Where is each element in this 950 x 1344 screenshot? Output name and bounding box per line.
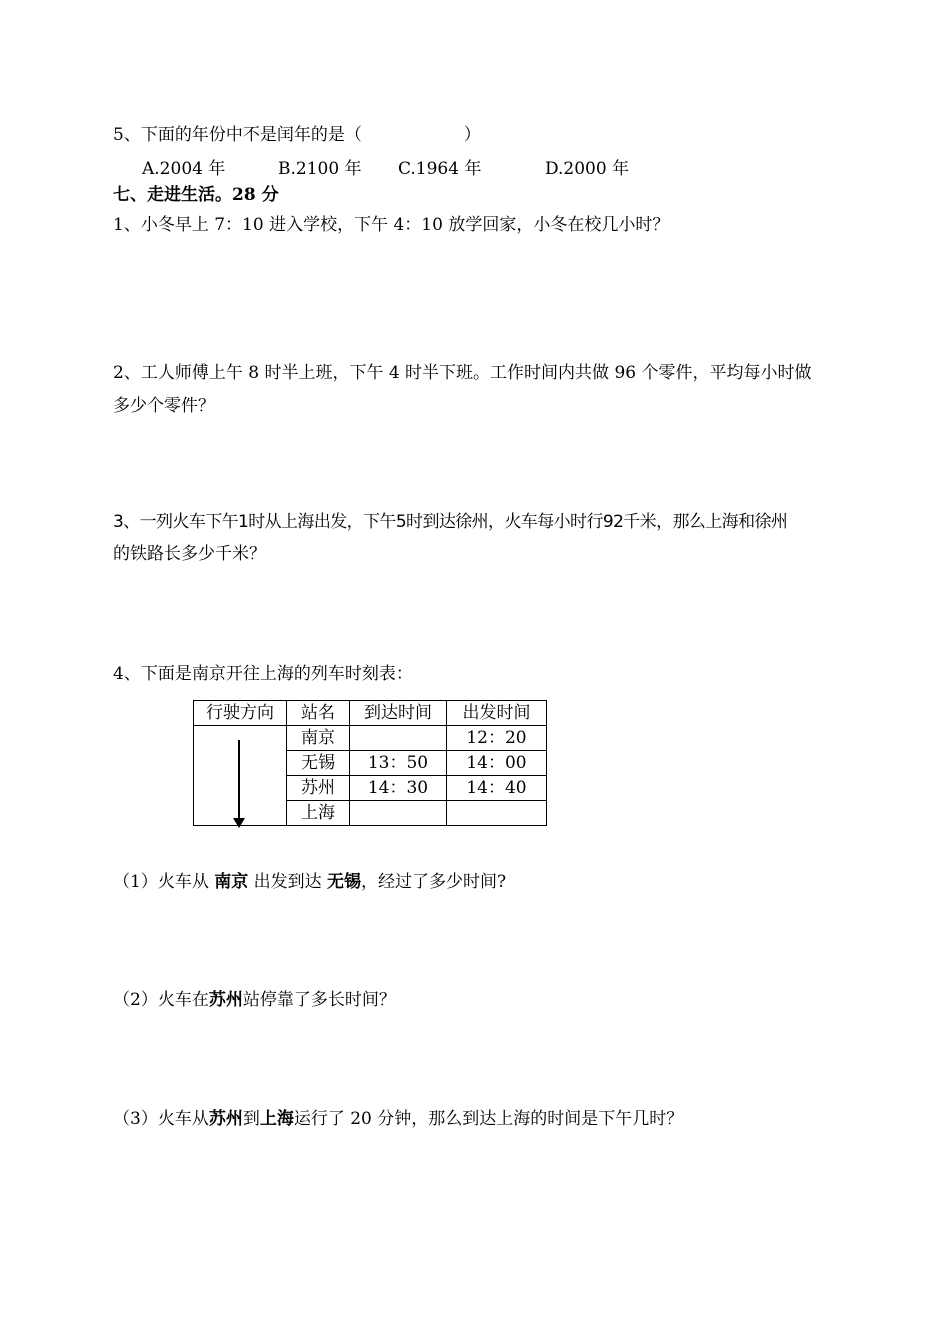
station-name: 苏州 — [287, 776, 350, 801]
table-row — [194, 726, 547, 751]
subq3-middle: 到 — [242, 1109, 260, 1129]
subq3-station-from: 苏州 — [208, 1109, 243, 1129]
header-station: 站名 — [287, 701, 350, 726]
problem-2-line2: 多少个零件？ — [113, 396, 215, 416]
q5-option-a: A.2004 年 — [142, 159, 226, 179]
subquestion-2 — [113, 989, 396, 1011]
header-direction: 行驶方向 — [194, 701, 287, 726]
subq1-prefix: （1）火车从 — [113, 872, 215, 892]
arrow-down-icon — [238, 740, 240, 820]
section7-title: 七、走进生活。28 分 — [113, 185, 279, 205]
subq3-station-to: 上海 — [259, 1109, 294, 1129]
subq1-station-to: 无锡 — [327, 872, 362, 892]
q5-option-b: B.2100 年 — [278, 159, 362, 179]
q5-option-d: D.2000 年 — [545, 159, 630, 179]
direction-cell — [194, 726, 287, 826]
problem-4: 4、下面是南京开往上海的列车时刻表： — [113, 664, 413, 684]
subq2-station: 苏州 — [208, 990, 243, 1010]
subq3-prefix: （3）火车从 — [113, 1109, 209, 1129]
station-name: 无锡 — [287, 751, 350, 776]
subq1-middle: 出发到达 — [248, 872, 328, 892]
header-departure: 出发时间 — [447, 701, 547, 726]
subquestion-3 — [113, 1108, 683, 1130]
subq2-prefix: （2）火车在 — [113, 990, 209, 1010]
arrival-time: 13：50 — [350, 751, 447, 776]
subq1-station-from: 南京 — [214, 872, 249, 892]
problem-2-line1: 2、工人师傅上午 8 时半上班，下午 4 时半下班。工作时间内共做 96 个零件，平均每小时做 — [113, 363, 812, 383]
table-header-row — [194, 701, 547, 726]
arrival-time — [350, 726, 447, 751]
problem-3-line1: 3、一列火车下午1时从上海出发，下午5时到达徐州，火车每小时行92千米，那么上海和徐州 — [113, 512, 788, 532]
departure-time — [447, 801, 547, 826]
q5-text: 5、下面的年份中不是闰年的是（ ） — [113, 125, 481, 145]
arrival-time — [350, 801, 447, 826]
departure-time: 14：00 — [447, 751, 547, 776]
train-timetable — [193, 700, 547, 826]
arrival-time: 14：30 — [350, 776, 447, 801]
departure-time: 14：40 — [447, 776, 547, 801]
problem-3-line2: 的铁路长多少千米？ — [113, 544, 266, 564]
subquestion-1 — [113, 871, 506, 893]
subq3-suffix: 运行了 20 分钟，那么到达上海的时间是下午几时？ — [293, 1109, 684, 1129]
q5-option-c: C.1964 年 — [398, 159, 482, 179]
header-arrival: 到达时间 — [350, 701, 447, 726]
problem-1: 1、小冬早上 7：10 进入学校，下午 4：10 放学回家，小冬在校几小时？ — [113, 215, 670, 235]
subq1-suffix: ，经过了多少时间? — [361, 872, 507, 892]
departure-time: 12：20 — [447, 726, 547, 751]
subq2-suffix: 站停靠了多长时间？ — [242, 990, 396, 1010]
station-name: 南京 — [287, 726, 350, 751]
station-name: 上海 — [287, 801, 350, 826]
